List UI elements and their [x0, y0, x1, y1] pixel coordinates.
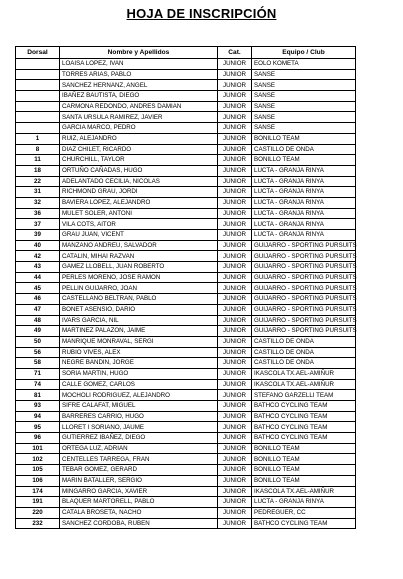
name-cell: BLAQUER MARTORELL, PABLO [60, 497, 218, 508]
team-cell: BATHCO CYCLING TEAM [252, 401, 356, 412]
category-cell: JUNIOR [218, 251, 252, 262]
name-cell: MANZANO ANDREU, SALVADOR [60, 240, 218, 251]
category-cell: JUNIOR [218, 272, 252, 283]
name-cell: CASTELLANO BELTRAN, PABLO [60, 294, 218, 305]
team-cell: CASTILLO DE ONDA [252, 144, 356, 155]
table-header-row [16, 47, 356, 59]
team-cell: CASTILLO DE ONDA [252, 347, 356, 358]
table-row [16, 443, 356, 454]
name-cell: TORRES ARIAS, PABLO [60, 69, 218, 80]
category-cell: JUNIOR [218, 208, 252, 219]
header-category: Cat. [218, 47, 252, 59]
category-cell: JUNIOR [218, 230, 252, 241]
registration-table [15, 46, 356, 529]
team-cell: LUCTA - GRANJA RINYA [252, 187, 356, 198]
category-cell: JUNIOR [218, 123, 252, 134]
name-cell: SANCHEZ CORDOBA, RUBEN [60, 518, 218, 529]
category-cell: JUNIOR [218, 390, 252, 401]
category-cell: JUNIOR [218, 518, 252, 529]
dorsal-cell: 42 [16, 251, 60, 262]
category-cell: JUNIOR [218, 401, 252, 412]
dorsal-cell: 39 [16, 230, 60, 241]
name-cell: RUIZ, ALEJANDRO [60, 133, 218, 144]
category-cell: JUNIOR [218, 176, 252, 187]
team-cell: IKASCOLA TX.AEL-AMIÑUR [252, 486, 356, 497]
category-cell: JUNIOR [218, 197, 252, 208]
table-row [16, 283, 356, 294]
category-cell: JUNIOR [218, 69, 252, 80]
table-row [16, 262, 356, 273]
category-cell: JUNIOR [218, 443, 252, 454]
name-cell: BARRERES CARRIO, HUGO [60, 411, 218, 422]
team-cell: GUIJARRO - SPORTING PURSUITS [252, 326, 356, 337]
dorsal-cell: 43 [16, 262, 60, 273]
category-cell: JUNIOR [218, 59, 252, 70]
table-row [16, 368, 356, 379]
name-cell: PERLES MORENO, JOSE RAMON [60, 272, 218, 283]
team-cell: CASTILLO DE ONDA [252, 358, 356, 369]
team-cell: IKASCOLA TX.AEL-AMIÑUR [252, 379, 356, 390]
name-cell: GAMEZ LLOBELL, JUAN ROBERTO [60, 262, 218, 273]
table-row [16, 91, 356, 102]
category-cell: JUNIOR [218, 475, 252, 486]
name-cell: BAVIERA LOPEZ, ALEJANDRO [60, 197, 218, 208]
table-row [16, 358, 356, 369]
table-row [16, 411, 356, 422]
table-row [16, 497, 356, 508]
table-row [16, 454, 356, 465]
name-cell: RICHMOND GRAU, JORDI [60, 187, 218, 198]
team-cell: LUCTA - GRANJA RINYA [252, 497, 356, 508]
name-cell: RUBIO VIVES, ALEX [60, 347, 218, 358]
category-cell: JUNIOR [218, 379, 252, 390]
table-row [16, 197, 356, 208]
name-cell: VILA COTS, AITOR [60, 219, 218, 230]
dorsal-cell [16, 80, 60, 91]
name-cell: TEBAR GOMEZ, GERARD [60, 465, 218, 476]
dorsal-cell: 96 [16, 433, 60, 444]
category-cell: JUNIOR [218, 497, 252, 508]
team-cell: BONILLO TEAM [252, 443, 356, 454]
dorsal-cell [16, 69, 60, 80]
name-cell: IVARS GARCIA, NIL [60, 315, 218, 326]
dorsal-cell [16, 123, 60, 134]
category-cell: JUNIOR [218, 219, 252, 230]
team-cell: BONILLO TEAM [252, 155, 356, 166]
dorsal-cell: 48 [16, 315, 60, 326]
name-cell: MINGARRO GARCIA, XAVIER [60, 486, 218, 497]
table-row [16, 507, 356, 518]
table-row [16, 59, 356, 70]
category-cell: JUNIOR [218, 101, 252, 112]
team-cell: GUIJARRO - SPORTING PURSUITS [252, 272, 356, 283]
dorsal-cell: 47 [16, 304, 60, 315]
table-row [16, 112, 356, 123]
dorsal-cell: 174 [16, 486, 60, 497]
category-cell: JUNIOR [218, 422, 252, 433]
team-cell: GUIJARRO - SPORTING PURSUITS [252, 251, 356, 262]
dorsal-cell: 46 [16, 294, 60, 305]
category-cell: JUNIOR [218, 347, 252, 358]
category-cell: JUNIOR [218, 433, 252, 444]
category-cell: JUNIOR [218, 262, 252, 273]
team-cell: BATHCO CYCLING TEAM [252, 422, 356, 433]
table-row [16, 401, 356, 412]
table-row [16, 294, 356, 305]
table-row [16, 165, 356, 176]
team-cell: CASTILLO DE ONDA [252, 336, 356, 347]
team-cell: GUIJARRO - SPORTING PURSUITS [252, 304, 356, 315]
name-cell: ORTUÑO CAÑADAS, HUGO [60, 165, 218, 176]
table-row [16, 315, 356, 326]
dorsal-cell: 232 [16, 518, 60, 529]
header-team: Equipo / Club [252, 47, 356, 59]
name-cell: CARMONA REDONDO, ANDRES DAMIAN [60, 101, 218, 112]
team-cell: LUCTA - GRANJA RINYA [252, 176, 356, 187]
category-cell: JUNIOR [218, 133, 252, 144]
dorsal-cell: 191 [16, 497, 60, 508]
table-row [16, 230, 356, 241]
team-cell: BATHCO CYCLING TEAM [252, 518, 356, 529]
table-row [16, 144, 356, 155]
dorsal-cell: 58 [16, 358, 60, 369]
name-cell: ADELANTADO CECILIA, NICOLAS [60, 176, 218, 187]
category-cell: JUNIOR [218, 486, 252, 497]
table-row [16, 347, 356, 358]
table-row [16, 422, 356, 433]
team-cell: LUCTA - GRANJA RINYA [252, 197, 356, 208]
category-cell: JUNIOR [218, 465, 252, 476]
team-cell: BONILLO TEAM [252, 465, 356, 476]
table-row [16, 390, 356, 401]
name-cell: IBAÑEZ BAUTISTA, DIEGO [60, 91, 218, 102]
table-row [16, 80, 356, 91]
category-cell: JUNIOR [218, 187, 252, 198]
category-cell: JUNIOR [218, 240, 252, 251]
name-cell: CATALIN, MIHAI RAZVAN [60, 251, 218, 262]
dorsal-cell: 74 [16, 379, 60, 390]
team-cell: SANSE [252, 91, 356, 102]
dorsal-cell [16, 59, 60, 70]
category-cell: JUNIOR [218, 165, 252, 176]
dorsal-cell: 71 [16, 368, 60, 379]
table-row [16, 272, 356, 283]
team-cell: GUIJARRO - SPORTING PURSUITS [252, 315, 356, 326]
team-cell: SANSE [252, 101, 356, 112]
team-cell: GUIJARRO - SPORTING PURSUITS [252, 262, 356, 273]
table-row [16, 336, 356, 347]
table-row [16, 486, 356, 497]
dorsal-cell: 105 [16, 465, 60, 476]
category-cell: JUNIOR [218, 336, 252, 347]
dorsal-cell: 49 [16, 326, 60, 337]
table-row [16, 219, 356, 230]
category-cell: JUNIOR [218, 315, 252, 326]
name-cell: MANRIQUE MONRAVAL, SERGI [60, 336, 218, 347]
table-row [16, 518, 356, 529]
name-cell: BONET ASENSIO, DARIO [60, 304, 218, 315]
table-row [16, 326, 356, 337]
dorsal-cell: 106 [16, 475, 60, 486]
dorsal-cell [16, 91, 60, 102]
table-row [16, 240, 356, 251]
dorsal-cell: 93 [16, 401, 60, 412]
page-title: HOJA DE INSCRIPCIÓN [126, 6, 277, 21]
name-cell: MARIN BATALLER, SERGIO [60, 475, 218, 486]
team-cell: LUCTA - GRANJA RINYA [252, 165, 356, 176]
dorsal-cell: 18 [16, 165, 60, 176]
category-cell: JUNIOR [218, 112, 252, 123]
team-cell: STEFANO GARZELLI TEAM [252, 390, 356, 401]
dorsal-cell: 81 [16, 390, 60, 401]
table-row [16, 187, 356, 198]
name-cell: LOAISA LOPEZ, IVAN [60, 59, 218, 70]
team-cell: IKASCOLA TX.AEL-AMIÑUR [252, 368, 356, 379]
name-cell: MARTINEZ PALAZON, JAIME [60, 326, 218, 337]
team-cell: SANSE [252, 80, 356, 91]
header-dorsal: Dorsal [16, 47, 60, 59]
category-cell: JUNIOR [218, 91, 252, 102]
team-cell: BONILLO TEAM [252, 475, 356, 486]
dorsal-cell: 101 [16, 443, 60, 454]
dorsal-cell: 22 [16, 176, 60, 187]
dorsal-cell: 95 [16, 422, 60, 433]
name-cell: SIFRE CALAFAT, MIGUEL [60, 401, 218, 412]
table-row [16, 433, 356, 444]
dorsal-cell: 102 [16, 454, 60, 465]
team-cell: SANSE [252, 123, 356, 134]
table-row [16, 208, 356, 219]
table-row [16, 133, 356, 144]
category-cell: JUNIOR [218, 144, 252, 155]
name-cell: CATALA BROSETA, NACHO [60, 507, 218, 518]
table-row [16, 101, 356, 112]
table-row [16, 379, 356, 390]
category-cell: JUNIOR [218, 294, 252, 305]
table-row [16, 465, 356, 476]
team-cell: SANSE [252, 112, 356, 123]
team-cell: BATHCO CYCLING TEAM [252, 411, 356, 422]
name-cell: SANTA URSULA RAMIREZ, JAVIER [60, 112, 218, 123]
name-cell: ORTEGA LUZ, ADRIAN [60, 443, 218, 454]
name-cell: LLORET I SORIANO, JAUME [60, 422, 218, 433]
team-cell: BONILLO TEAM [252, 454, 356, 465]
team-cell: LUCTA - GRANJA RINYA [252, 230, 356, 241]
table-row [16, 176, 356, 187]
dorsal-cell: 32 [16, 197, 60, 208]
dorsal-cell [16, 101, 60, 112]
name-cell: CENTELLES TARREGA, FRAN [60, 454, 218, 465]
category-cell: JUNIOR [218, 454, 252, 465]
name-cell: GUTIERREZ IBAÑEZ, DIEGO [60, 433, 218, 444]
name-cell: GRAU JUAN, VICENT [60, 230, 218, 241]
team-cell: GUIJARRO - SPORTING PURSUITS [252, 294, 356, 305]
category-cell: JUNIOR [218, 80, 252, 91]
table-row [16, 123, 356, 134]
name-cell: NEGRE BANDIN, JORGE [60, 358, 218, 369]
name-cell: MOCHOLI RODRIGUEZ, ALEJANDRO [60, 390, 218, 401]
team-cell: GUIJARRO - SPORTING PURSUITS [252, 240, 356, 251]
category-cell: JUNIOR [218, 368, 252, 379]
dorsal-cell: 8 [16, 144, 60, 155]
category-cell: JUNIOR [218, 155, 252, 166]
team-cell: LUCTA - GRANJA RINYA [252, 219, 356, 230]
dorsal-cell: 45 [16, 283, 60, 294]
dorsal-cell: 37 [16, 219, 60, 230]
header-name: Nombre y Apellidos [60, 47, 218, 59]
team-cell: SANSE [252, 69, 356, 80]
team-cell: BONILLO TEAM [252, 133, 356, 144]
table-row [16, 155, 356, 166]
table-row [16, 69, 356, 80]
dorsal-cell: 1 [16, 133, 60, 144]
dorsal-cell: 56 [16, 347, 60, 358]
table-row [16, 475, 356, 486]
dorsal-cell: 31 [16, 187, 60, 198]
team-cell: EOLO KOMETA [252, 59, 356, 70]
dorsal-cell: 220 [16, 507, 60, 518]
category-cell: JUNIOR [218, 507, 252, 518]
category-cell: JUNIOR [218, 283, 252, 294]
team-cell: PEDREGUER, CC [252, 507, 356, 518]
table-row [16, 304, 356, 315]
category-cell: JUNIOR [218, 304, 252, 315]
name-cell: SANCHEZ HERNANZ, ANGEL [60, 80, 218, 91]
table-row [16, 251, 356, 262]
category-cell: JUNIOR [218, 326, 252, 337]
team-cell: LUCTA - GRANJA RINYA [252, 208, 356, 219]
dorsal-cell: 11 [16, 155, 60, 166]
team-cell: BATHCO CYCLING TEAM [252, 433, 356, 444]
name-cell: MULET SOLER, ANTONI [60, 208, 218, 219]
name-cell: GARCIA MARCO, PEDRO [60, 123, 218, 134]
name-cell: CHURCHILL, TAYLOR [60, 155, 218, 166]
dorsal-cell: 94 [16, 411, 60, 422]
category-cell: JUNIOR [218, 358, 252, 369]
name-cell: PELLIN GUIJARRO, JOAN [60, 283, 218, 294]
name-cell: SORIA MARTIN, HUGO [60, 368, 218, 379]
dorsal-cell: 36 [16, 208, 60, 219]
dorsal-cell: 44 [16, 272, 60, 283]
team-cell: GUIJARRO - SPORTING PURSUITS [252, 283, 356, 294]
name-cell: DIAZ CHILET, RICARDO [60, 144, 218, 155]
dorsal-cell: 50 [16, 336, 60, 347]
category-cell: JUNIOR [218, 411, 252, 422]
dorsal-cell: 40 [16, 240, 60, 251]
name-cell: CALLE GOMEZ, CARLOS [60, 379, 218, 390]
dorsal-cell [16, 112, 60, 123]
